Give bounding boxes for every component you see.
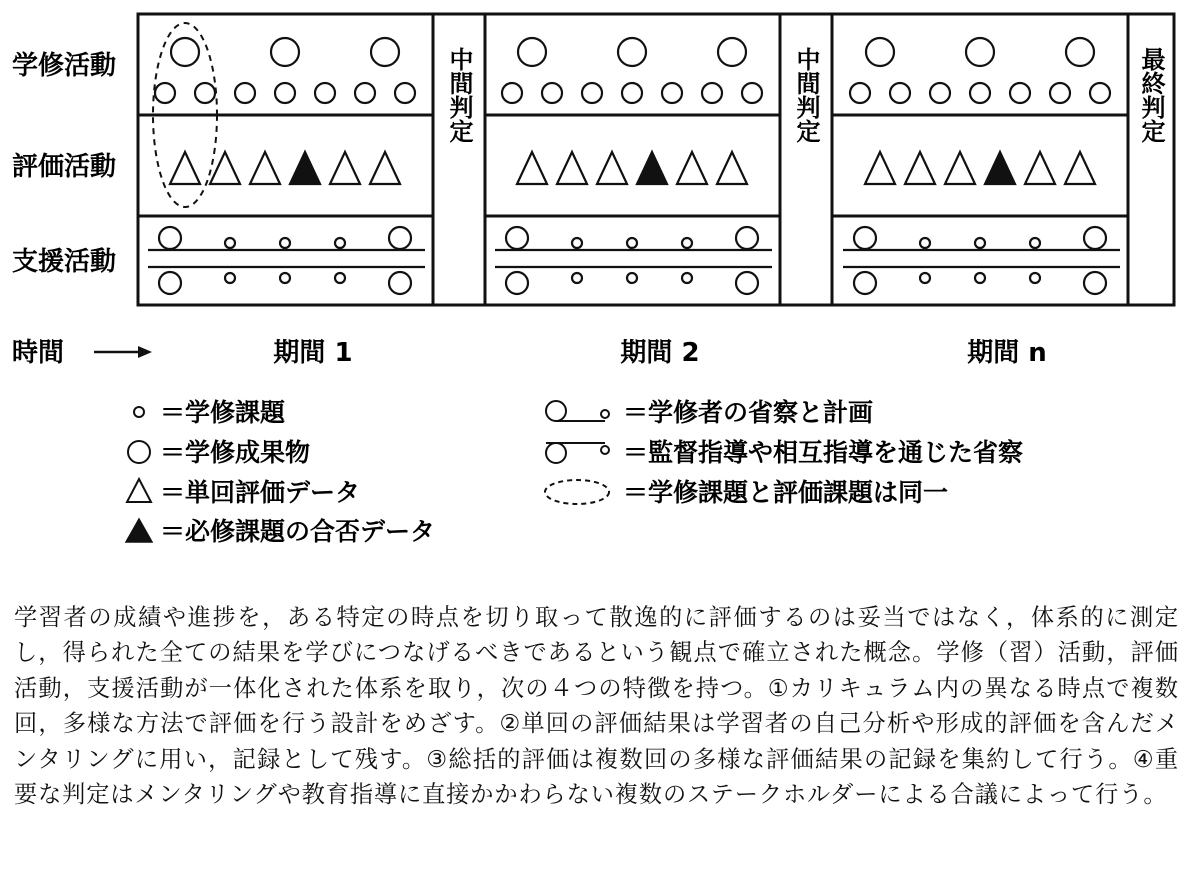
period-label-2: 期間 2 (620, 338, 700, 368)
period-group-3 (843, 38, 1120, 294)
learning-task-circle (155, 83, 175, 103)
supervised-small-circle (682, 273, 692, 283)
triangle-outline-icon (127, 479, 151, 502)
single-eval-triangle (1025, 152, 1055, 184)
reflection-small-circle (627, 238, 637, 248)
single-eval-triangle (517, 152, 547, 184)
legend-product-text: ＝学修成果物 (160, 438, 311, 467)
learning-task-circle (195, 83, 215, 103)
learning-task-circle (1090, 83, 1110, 103)
learning-task-circle (542, 83, 562, 103)
pass-fail-triangle (290, 152, 320, 184)
reflection-circle (159, 227, 181, 249)
learning-product-circle (371, 38, 399, 66)
single-eval-triangle (945, 152, 975, 184)
circle-line-above-icon (546, 443, 609, 463)
single-eval-triangle (170, 152, 200, 184)
supervised-small-circle (1030, 273, 1040, 283)
learning-task-circle (315, 83, 335, 103)
learning-task-circle (702, 83, 722, 103)
reflection-circle (389, 227, 411, 249)
legend-reflection (546, 398, 873, 427)
reflection-small-circle (682, 238, 692, 248)
reflection-small-circle (920, 238, 930, 248)
legend-pass-fail-text: ＝必修課題の合否データ (160, 517, 436, 546)
supervised-circle (159, 272, 181, 294)
time-label: 時間 (12, 338, 65, 368)
interim-judgement-label-1: 中間判定 (445, 47, 473, 143)
legend-single-eval-text: ＝単回評価データ (160, 478, 361, 507)
reflection-small-circle (1030, 238, 1040, 248)
description-paragraph: 学習者の成績や進捗を，ある特定の時点を切り取って散逸的に評価するのは妥当ではなく，体系的に測定し，得られた全ての結果を学びにつなげるべきであるという観点で確立された概念。学修（習）活動，評価活動，支援活動が一体化された体系を取り，次の４つの特徴を持つ。①カリキュラム内の異なる時点で複数回，多様な方法で評価を行う設計をめざす。②単回の評価結果は学習者の自己分析や形成的評価を含んだメンタリングに用い，記録として残す。③総括的評価は複数回の多様な評価結果の記録を集約して行う。④重要な判定はメンタリングや教育指導に直接かかわらない複数のステークホルダーによる合議によって行う。 (14, 604, 1179, 809)
triangle-filled-icon (126, 519, 152, 542)
learning-task-circle (970, 83, 990, 103)
legend-same-task-text: ＝学修課題と評価課題は同一 (623, 478, 949, 507)
reflection-small-circle (335, 238, 345, 248)
learning-product-circle (618, 38, 646, 66)
legend-supervised (546, 438, 1023, 467)
learning-task-circle (890, 83, 910, 103)
learning-product-circle (718, 38, 746, 66)
period-group-2 (495, 38, 772, 294)
single-eval-triangle (250, 152, 280, 184)
learning-task-circle (1010, 83, 1030, 103)
learning-task-circle (502, 83, 522, 103)
reflection-small-circle (975, 238, 985, 248)
legend-task (134, 398, 286, 427)
supervised-small-circle (335, 273, 345, 283)
learning-task-circle (742, 83, 762, 103)
learning-product-circle (171, 38, 199, 66)
supervised-small-circle (975, 273, 985, 283)
large-circle-icon (128, 441, 150, 463)
legend-single-eval (127, 478, 360, 507)
time-arrow (94, 346, 152, 358)
learning-task-circle (235, 83, 255, 103)
legend-product (128, 438, 310, 467)
legend (126, 398, 1023, 546)
row-label-learning: 学修活動 (12, 51, 117, 81)
reflection-small-circle (225, 238, 235, 248)
single-eval-triangle (370, 152, 400, 184)
period-contents (148, 23, 1120, 294)
reflection-circle (506, 227, 528, 249)
learning-task-circle (662, 83, 682, 103)
supervised-circle (736, 272, 758, 294)
final-judgement-label: 最終判定 (1137, 47, 1165, 143)
supervised-small-circle (280, 273, 290, 283)
period-label-n: 期間 n (967, 338, 1047, 368)
supervised-small-circle (225, 273, 235, 283)
learning-task-circle (582, 83, 602, 103)
learning-task-circle (275, 83, 295, 103)
single-eval-triangle (210, 152, 240, 184)
legend-same-task (545, 478, 948, 507)
learning-task-circle (622, 83, 642, 103)
supervised-circle (854, 272, 876, 294)
circle-line-below-icon (546, 401, 609, 421)
reflection-small-circle (280, 238, 290, 248)
reflection-circle (1084, 227, 1106, 249)
reflection-circle (736, 227, 758, 249)
learning-product-circle (866, 38, 894, 66)
learning-task-circle (355, 83, 375, 103)
pass-fail-triangle (985, 152, 1015, 184)
dashed-ellipse-icon (545, 480, 609, 504)
supervised-circle (506, 272, 528, 294)
single-eval-triangle (865, 152, 895, 184)
legend-task-text: ＝学修課題 (160, 398, 286, 427)
supervised-small-circle (920, 273, 930, 283)
single-eval-triangle (677, 152, 707, 184)
single-eval-triangle (330, 152, 360, 184)
row-label-support: 支援活動 (12, 247, 117, 277)
row-label-evaluation: 評価活動 (12, 152, 117, 182)
learning-task-circle (930, 83, 950, 103)
reflection-small-circle (572, 238, 582, 248)
learning-product-circle (271, 38, 299, 66)
reflection-circle (854, 227, 876, 249)
interim-judgement-label-2: 中間判定 (792, 47, 820, 143)
learning-product-circle (518, 38, 546, 66)
single-eval-triangle (717, 152, 747, 184)
period-group-1 (148, 38, 425, 294)
legend-reflection-text: ＝学修者の省察と計画 (623, 398, 874, 427)
learning-task-circle (850, 83, 870, 103)
learning-product-circle (966, 38, 994, 66)
single-eval-triangle (597, 152, 627, 184)
supervised-small-circle (627, 273, 637, 283)
supervised-circle (389, 272, 411, 294)
learning-task-circle (395, 83, 415, 103)
supervised-circle (1084, 272, 1106, 294)
supervised-small-circle (572, 273, 582, 283)
single-eval-triangle (905, 152, 935, 184)
legend-pass-fail (126, 517, 435, 546)
learning-task-circle (1050, 83, 1070, 103)
learning-product-circle (1066, 38, 1094, 66)
pass-fail-triangle (637, 152, 667, 184)
legend-supervised-text: ＝監督指導や相互指導を通じた省察 (623, 438, 1024, 467)
small-circle-icon (134, 407, 144, 417)
single-eval-triangle (557, 152, 587, 184)
period-label-1: 期間 1 (273, 338, 353, 368)
single-eval-triangle (1065, 152, 1095, 184)
